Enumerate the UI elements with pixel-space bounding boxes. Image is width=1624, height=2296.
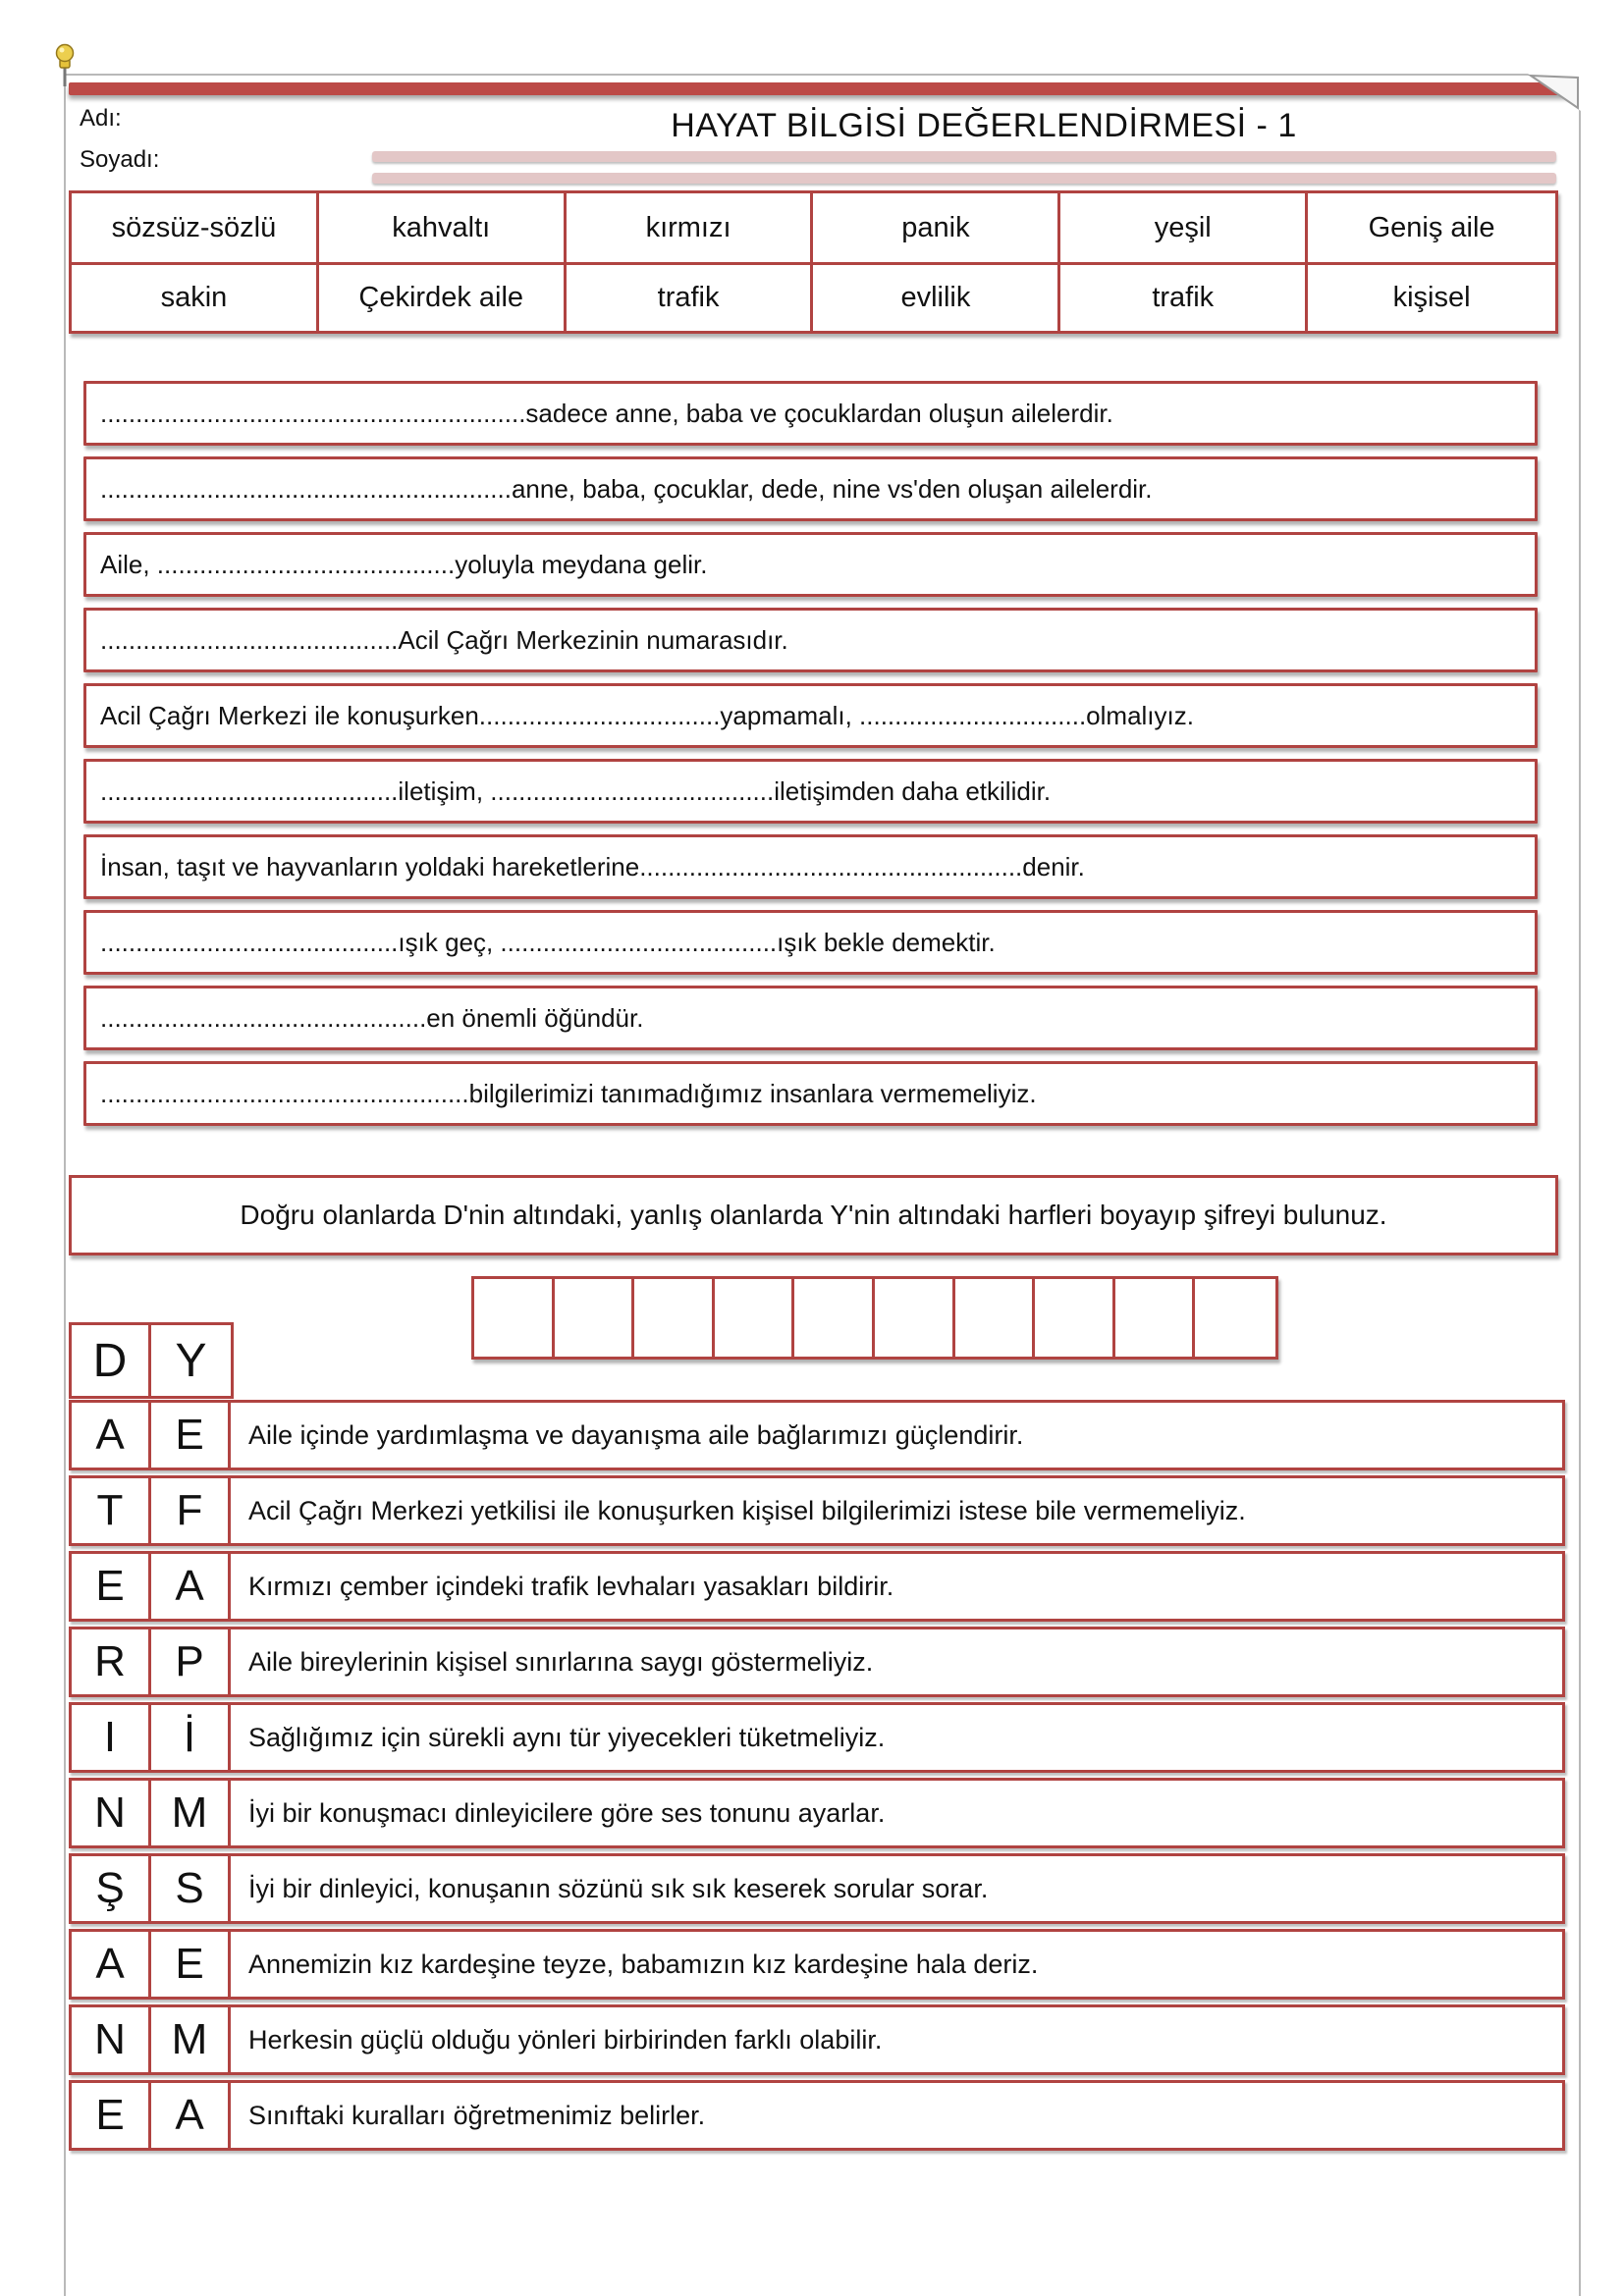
y-letter-cell[interactable]: İ xyxy=(151,1705,231,1770)
fill-blank-sentence: ..........................................Acil Çağrı Merkezinin numarasıdır. xyxy=(83,608,1538,672)
worksheet-sheet xyxy=(64,74,1581,2296)
y-letter-cell[interactable]: M xyxy=(151,2007,231,2072)
fill-blank-sentence: İnsan, taşıt ve hayvanların yoldaki hareketlerine......................................................denir. xyxy=(83,834,1538,899)
word-bank-cell: Çekirdek aile xyxy=(319,262,567,331)
cipher-answer-cell xyxy=(474,1279,555,1357)
table-row xyxy=(69,2080,1565,2151)
d-letter-cell[interactable]: I xyxy=(72,1705,151,1770)
surname-field-label: Soyadı: xyxy=(80,146,160,173)
word-bank-cell: trafik xyxy=(1060,262,1308,331)
statement-text: Sağlığımız için sürekli aynı tür yiyecekleri tüketmeliyiz. xyxy=(248,1722,886,1752)
cipher-answer-cell xyxy=(1115,1279,1196,1357)
word-bank-cell: kahvaltı xyxy=(319,193,567,262)
cipher-answer-cell xyxy=(875,1279,955,1357)
table-row xyxy=(69,2004,1565,2075)
cipher-answer-cell xyxy=(1195,1279,1275,1357)
fill-blank-sentence: ............................................................sadece anne, baba ve çocuklardan oluşun ailelerdir. xyxy=(83,381,1538,446)
d-letter-cell[interactable]: A xyxy=(72,1932,151,1997)
decorative-bar xyxy=(372,173,1556,184)
table-row xyxy=(69,1627,1565,1697)
d-letter-cell[interactable]: R xyxy=(72,1629,151,1694)
cipher-answer-cell xyxy=(555,1279,635,1357)
statement-text: Acil Çağrı Merkezi yetkilisi ile konuşurken kişisel bilgilerimizi istese bile vermemeliyiz. xyxy=(248,1495,1246,1525)
fill-blank-sentence: Acil Çağrı Merkezi ile konuşurken..................................yapmamalı, ................................olmalıyız. xyxy=(83,683,1538,748)
fill-blank-sentence: ..........................................iletişim, ........................................iletişimden daha etkilidir. xyxy=(83,759,1538,824)
cipher-answer-cell xyxy=(955,1279,1036,1357)
word-bank-cell: kişisel xyxy=(1308,262,1555,331)
fill-blank-sentence: ....................................................bilgilerimizi tanımadığımız insanlara vermemeliyiz. xyxy=(83,1061,1538,1126)
cipher-answer-cell xyxy=(715,1279,795,1357)
header-red-bar xyxy=(69,82,1576,95)
pushpin-icon xyxy=(52,43,78,93)
cipher-answer-cell xyxy=(794,1279,875,1357)
cipher-answer-cell xyxy=(1035,1279,1115,1357)
y-letter-cell[interactable]: M xyxy=(151,1781,231,1845)
fill-blank-sentence: ..........................................ışık geç, .......................................ışık bekle demektir. xyxy=(83,910,1538,975)
statement-text: İyi bir konuşmacı dinleyicilere göre ses tonunu ayarlar. xyxy=(248,1797,886,1828)
d-letter-cell[interactable]: N xyxy=(72,2007,151,2072)
fill-blank-sentence: ..............................................en önemli öğündür. xyxy=(83,986,1538,1050)
name-field-label: Adı: xyxy=(80,105,122,132)
word-bank-cell: Geniş aile xyxy=(1368,211,1495,243)
d-letter-cell[interactable]: E xyxy=(72,1554,151,1619)
page-curl xyxy=(1528,74,1581,116)
d-letter-cell[interactable]: Ş xyxy=(72,1856,151,1921)
statement-text: Aile bireylerinin kişisel sınırlarına saygı göstermeliyiz. xyxy=(248,1646,874,1677)
statement-text: Sınıftaki kuralları öğretmenimiz belirler. xyxy=(248,2100,706,2130)
word-bank-cell: sakin xyxy=(72,262,319,331)
word-bank-cell: yeşil xyxy=(1060,193,1308,262)
table-row xyxy=(69,1702,1565,1773)
d-letter-cell[interactable]: E xyxy=(72,2083,151,2148)
decorative-bar xyxy=(372,151,1556,162)
table-row xyxy=(69,1853,1565,1924)
table-row xyxy=(69,1551,1565,1622)
y-letter-cell[interactable]: F xyxy=(151,1478,231,1543)
true-false-table xyxy=(69,1400,1565,2156)
y-letter-cell[interactable]: E xyxy=(151,1403,231,1468)
fill-blank-sentence: ..........................................................anne, baba, çocuklar, dede, nine vs'den oluşan ailelerdir. xyxy=(83,456,1538,521)
table-row xyxy=(69,1475,1565,1546)
worksheet-title: HAYAT BİLGİSİ DEĞERLENDİRMESİ - 1 xyxy=(671,107,1297,144)
word-bank-cell: sözsüz-sözlü xyxy=(72,193,319,262)
fill-in-blanks-section xyxy=(83,381,1538,1137)
d-letter-cell[interactable]: T xyxy=(72,1478,151,1543)
word-bank-cell: trafik xyxy=(567,262,814,331)
cipher-instruction xyxy=(69,1175,1558,1255)
d-letter-cell[interactable]: N xyxy=(72,1781,151,1845)
y-letter-cell[interactable]: A xyxy=(151,1554,231,1619)
y-letter-cell[interactable]: S xyxy=(151,1856,231,1921)
y-letter-cell[interactable]: E xyxy=(151,1932,231,1997)
cipher-instruction-text: Doğru olanlarda D'nin altındaki, yanlış olanlarda Y'nin altındaki harfleri boyayıp şifreyi bulunuz. xyxy=(240,1200,1387,1230)
word-bank-table xyxy=(69,190,1558,334)
statement-text: Kırmızı çember içindeki trafik levhaları yasakları bildirir. xyxy=(248,1571,894,1601)
statement-text: Aile içinde yardımlaşma ve dayanışma aile bağlarımızı güçlendirir. xyxy=(248,1419,1024,1450)
word-bank-cell: evlilik xyxy=(813,262,1060,331)
statement-text: Herkesin güçlü olduğu yönleri birbirinden farklı olabilir. xyxy=(248,2024,883,2055)
statement-text: İyi bir dinleyici, konuşanın sözünü sık sık keserek sorular sorar. xyxy=(248,1873,989,1903)
d-letter-cell[interactable]: A xyxy=(72,1403,151,1468)
column-d-header: D xyxy=(72,1325,151,1396)
cipher-answer-boxes xyxy=(471,1276,1278,1360)
word-bank-cell: panik xyxy=(813,193,1060,262)
dy-column-header xyxy=(69,1322,234,1399)
table-row xyxy=(69,1929,1565,2000)
cipher-answer-cell xyxy=(634,1279,715,1357)
table-row xyxy=(69,1778,1565,1848)
word-bank-cell: kırmızı xyxy=(567,193,814,262)
column-y-header: Y xyxy=(175,1334,207,1387)
statement-text: Annemizin kız kardeşine teyze, babamızın kız kardeşine hala deriz. xyxy=(248,1949,1039,1979)
y-letter-cell[interactable]: A xyxy=(151,2083,231,2148)
table-row xyxy=(69,1400,1565,1470)
fill-blank-sentence: Aile, ..........................................yoluyla meydana gelir. xyxy=(83,532,1538,597)
y-letter-cell[interactable]: P xyxy=(151,1629,231,1694)
